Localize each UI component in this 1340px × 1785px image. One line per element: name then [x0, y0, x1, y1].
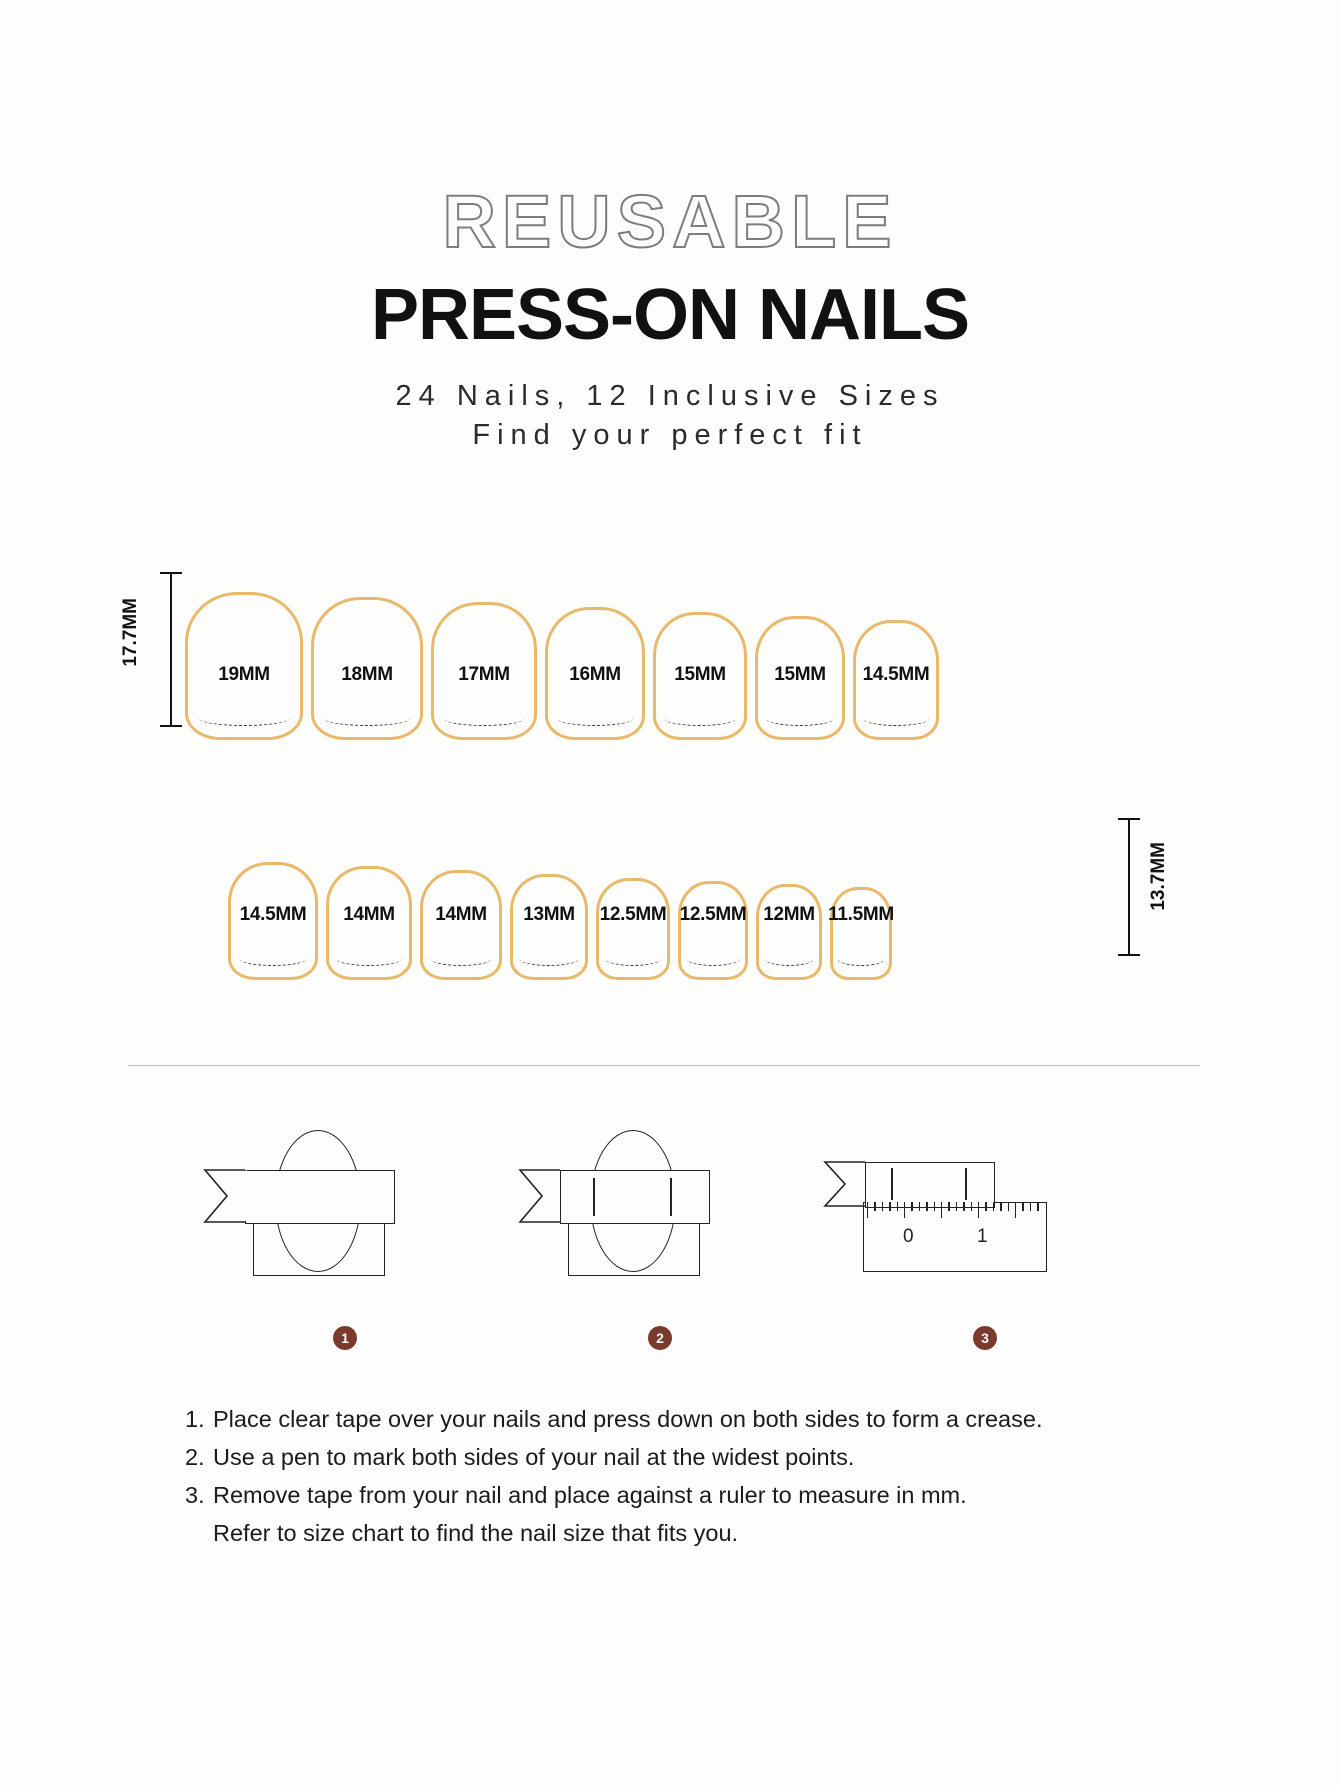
instruction-item [185, 1400, 1185, 1438]
nail-size-label: 14.5MM [862, 664, 930, 685]
nail-size-item [545, 570, 645, 740]
nail-cuticle-line [764, 951, 814, 966]
page-title-outline: REUSABLE [442, 180, 898, 263]
dimension-label-top: 17.7MM [120, 598, 141, 667]
step-1-illustration [215, 1120, 475, 1370]
nail-cuticle-line [336, 951, 401, 966]
nail-size-item [326, 810, 412, 980]
nail-size-item [678, 810, 748, 980]
nail-size-label: 16MM [569, 664, 621, 685]
ruler-tick [867, 1202, 868, 1218]
nail-cuticle-line [837, 951, 884, 966]
dimension-bar-top [160, 572, 182, 727]
step-badge-3: 3 [973, 1326, 997, 1350]
nail-size-item [755, 570, 845, 740]
nail-size-item [510, 810, 588, 980]
page-title: PRESS-ON NAILS [370, 275, 970, 355]
nail-size-item [756, 810, 822, 980]
instructions-list [185, 1400, 1185, 1552]
measuring-steps [0, 1120, 1340, 1390]
nail-cuticle-line [686, 951, 739, 966]
instruction-item [185, 1476, 1185, 1514]
nail-size-item [185, 570, 303, 740]
dimension-bar-bottom [1118, 818, 1140, 956]
ruler-tick [1022, 1202, 1023, 1211]
nail-size-label: 13MM [523, 904, 575, 925]
nail-size-label: 12MM [763, 904, 815, 925]
instruction-text: Use a pen to mark both sides of your nail at the widest points. [213, 1444, 855, 1471]
nail-size-item [596, 810, 670, 980]
nail-size-label: 12.5MM [599, 904, 667, 925]
header [0, 180, 1340, 452]
instruction-item [185, 1438, 1185, 1476]
nail-size-item [420, 810, 502, 980]
ruler-tick [882, 1202, 883, 1211]
section-divider [128, 1065, 1200, 1066]
tape-flag-icon [823, 1160, 1063, 1280]
nail-cuticle-line [605, 951, 661, 966]
pen-mark-right-icon [670, 1178, 672, 1216]
ruler-tick [985, 1202, 986, 1211]
pen-mark-right-icon [965, 1168, 967, 1200]
nail-size-label: 14MM [343, 904, 395, 925]
nail-size-item [311, 570, 423, 740]
nail-size-chart [0, 560, 1340, 980]
nail-cuticle-line [430, 951, 492, 966]
step-2-illustration [530, 1120, 790, 1370]
ruler-tick [1000, 1202, 1001, 1211]
step-3-illustration [855, 1120, 1115, 1370]
ruler-tick [889, 1202, 890, 1211]
nail-size-label: 15MM [674, 664, 726, 685]
ruler-tick [1008, 1202, 1009, 1211]
ruler-tick [874, 1202, 875, 1211]
instruction-text-continued: Refer to size chart to find the nail size that fits you. [213, 1520, 739, 1547]
nail-size-label: 18MM [341, 664, 393, 685]
nail-size-item [653, 570, 747, 740]
nail-size-item [431, 570, 537, 740]
instruction-text: Remove tape from your nail and place against a ruler to measure in mm. [213, 1482, 967, 1509]
ruler-tick [971, 1202, 972, 1211]
ruler-tick [919, 1202, 920, 1211]
instruction-number: 3. [185, 1482, 205, 1509]
nail-size-label: 14MM [435, 904, 487, 925]
instruction-number: 1. [185, 1406, 205, 1432]
ruler-tick [911, 1202, 912, 1211]
ruler-tick [963, 1202, 964, 1211]
subtitle-line-1: 24 Nails, 12 Inclusive Sizes [395, 379, 945, 412]
instruction-text: Place clear tape over your nails and press down on both sides to form a crease. [213, 1406, 1043, 1432]
nail-cuticle-line [199, 711, 289, 726]
nail-size-item [853, 570, 939, 740]
ruler-tick [948, 1202, 949, 1211]
nail-size-label: 14.5MM [239, 904, 307, 925]
ruler-tick [926, 1202, 927, 1211]
ruler-tick [941, 1202, 942, 1218]
nail-size-item [228, 810, 318, 980]
subtitle-line-2: Find your perfect fit [472, 418, 868, 451]
nail-cuticle-line [324, 711, 409, 726]
dimension-label-bottom: 13.7MM [1148, 842, 1169, 911]
pen-mark-left-icon [593, 1178, 595, 1216]
ruler-tick [904, 1202, 905, 1218]
nail-size-item [830, 810, 892, 980]
nail-cuticle-line [239, 951, 307, 966]
ruler-tick [934, 1202, 935, 1211]
nail-outline-icon [830, 887, 892, 980]
ruler-tick [956, 1202, 957, 1211]
ruler-ticks [863, 1202, 1045, 1220]
nail-size-label: 12.5MM [679, 904, 747, 925]
nail-cuticle-line [863, 711, 928, 726]
instruction-number: 2. [185, 1444, 205, 1471]
nail-cuticle-line [444, 711, 525, 726]
pen-mark-left-icon [891, 1168, 893, 1200]
nail-size-label: 17MM [458, 664, 510, 685]
ruler-tick [1030, 1202, 1031, 1211]
ruler-tick [1037, 1202, 1038, 1211]
ruler-number-zero: 0 [903, 1226, 914, 1247]
nail-cuticle-line [519, 951, 578, 966]
step-badge-2: 2 [648, 1326, 672, 1350]
nail-cuticle-line [766, 711, 834, 726]
ruler-tick [1015, 1202, 1016, 1218]
nail-cuticle-line [557, 711, 633, 726]
nail-row-upper [185, 570, 947, 740]
ruler-tick [993, 1202, 994, 1211]
nail-row-lower [228, 810, 900, 980]
step-badge-1: 1 [333, 1326, 357, 1350]
nail-size-label: 19MM [218, 664, 270, 685]
ruler-tick [978, 1202, 979, 1218]
nail-size-label: 15MM [774, 664, 826, 685]
ruler-number-one: 1 [977, 1226, 988, 1247]
nail-cuticle-line [664, 711, 735, 726]
ruler-tick [897, 1202, 898, 1211]
nail-size-label: 11.5MM [828, 904, 894, 925]
